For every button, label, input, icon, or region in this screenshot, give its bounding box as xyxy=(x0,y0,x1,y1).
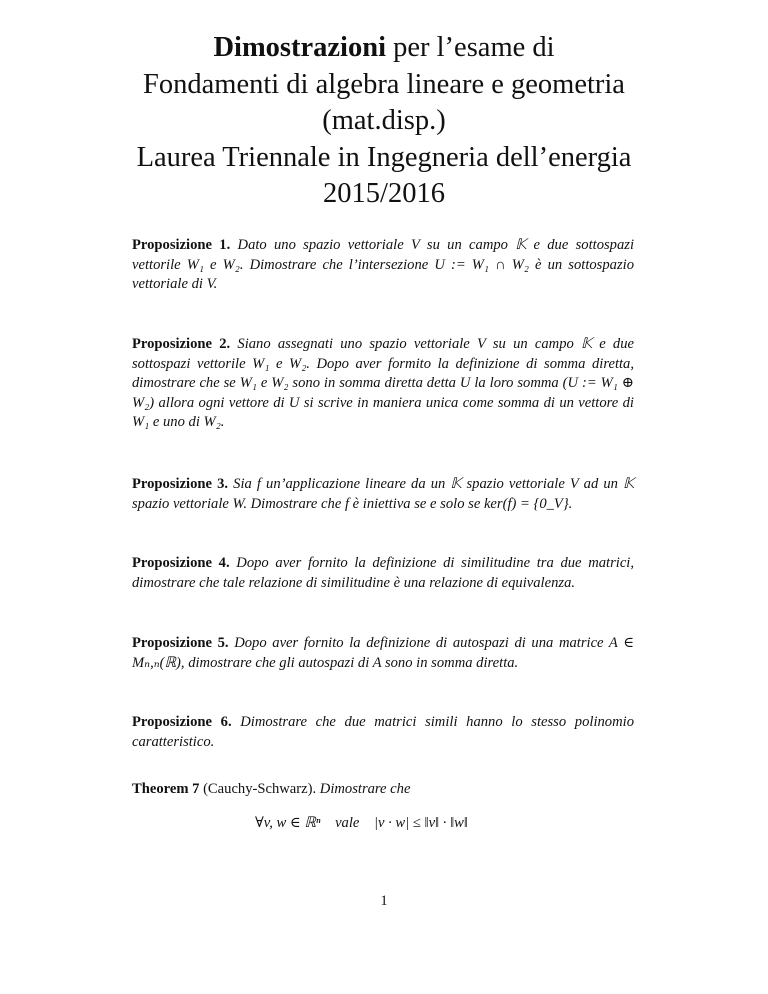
cauchy-schwarz-formula: ∀v, w ∈ ℝⁿ vale |v · w| ≤ ‖v‖ · ‖w‖ xyxy=(255,815,469,831)
proposition-6 xyxy=(132,713,634,752)
proposition-4-text: Dopo aver fornito la definizione di similitudine tra due matrici, dimostrare che tale relazione di similitudine è una relazione di equivalenza. xyxy=(132,555,634,591)
title-bold-word: Dimostrazioni xyxy=(213,32,386,63)
proposition-2 xyxy=(132,335,634,433)
proposition-5-heading: Proposizione 5. xyxy=(132,635,229,651)
page-number: 1 xyxy=(380,893,388,909)
proposition-5-text: Dopo aver fornito la definizione di autospazi di una matrice A ∈ Mₙ,ₙ(ℝ), dimostrare che gli autospazi di A sono in somma diretta. xyxy=(132,635,634,671)
document-title xyxy=(60,30,708,213)
title-line2: Fondamenti di algebra lineare e geometria xyxy=(143,68,625,100)
proposition-2-text: Siano assegnati uno spazio vettoriale V su un campo 𝕂 e due sottospazi vettorile W₁ e W₂. Dopo aver formito la definizione di somma diretta, dimostrare che se W₁ e W₂ sono in somma diretta detta U la loro somma (U := W₁ ⊕ W₂) allora ogni vettore di U si scrive in maniera unica come somma di un vettore di W₁ e uno di W₂. xyxy=(132,336,634,431)
proposition-3 xyxy=(132,475,634,514)
title-line1-rest: per l’esame di xyxy=(386,32,555,63)
proposition-1-text: Dato uno spazio vettoriale V su un campo 𝕂 e due sottospazi vettorile W₁ e W₂. Dimostrare che l’intersezione U := W₁ ∩ W₂ è un sottospazio vettoriale di V. xyxy=(132,237,634,293)
proposition-4 xyxy=(132,554,634,593)
theorem-7 xyxy=(132,780,634,800)
proposition-6-heading: Proposizione 6. xyxy=(132,714,232,730)
title-line4: Laurea Triennale in Ingegneria dell’energia xyxy=(136,141,632,173)
proposition-3-text: Sia f un’applicazione lineare da un 𝕂 spazio vettoriale V ad un 𝕂 spazio vettoriale W. Dimostrare che f è iniettiva se e solo se ker(f) = {0_V}. xyxy=(132,476,634,512)
proposition-4-heading: Proposizione 4. xyxy=(132,555,230,571)
proposition-5 xyxy=(132,634,634,673)
theorem-7-text: Dimostrare che xyxy=(319,781,411,797)
title-line3: (mat.disp.) xyxy=(322,105,446,136)
theorem-7-attribution: (Cauchy-Schwarz). xyxy=(199,781,317,797)
proposition-1-heading: Proposizione 1. xyxy=(132,237,231,253)
theorem-7-heading: Theorem 7 xyxy=(132,781,200,797)
proposition-2-heading: Proposizione 2. xyxy=(132,336,231,352)
proposition-3-heading: Proposizione 3. xyxy=(132,476,229,492)
proposition-6-text: Dimostrare che due matrici simili hanno lo stesso polinomio caratteristico. xyxy=(132,714,634,750)
proposition-1 xyxy=(132,236,634,295)
title-line5: 2015/2016 xyxy=(323,178,445,209)
